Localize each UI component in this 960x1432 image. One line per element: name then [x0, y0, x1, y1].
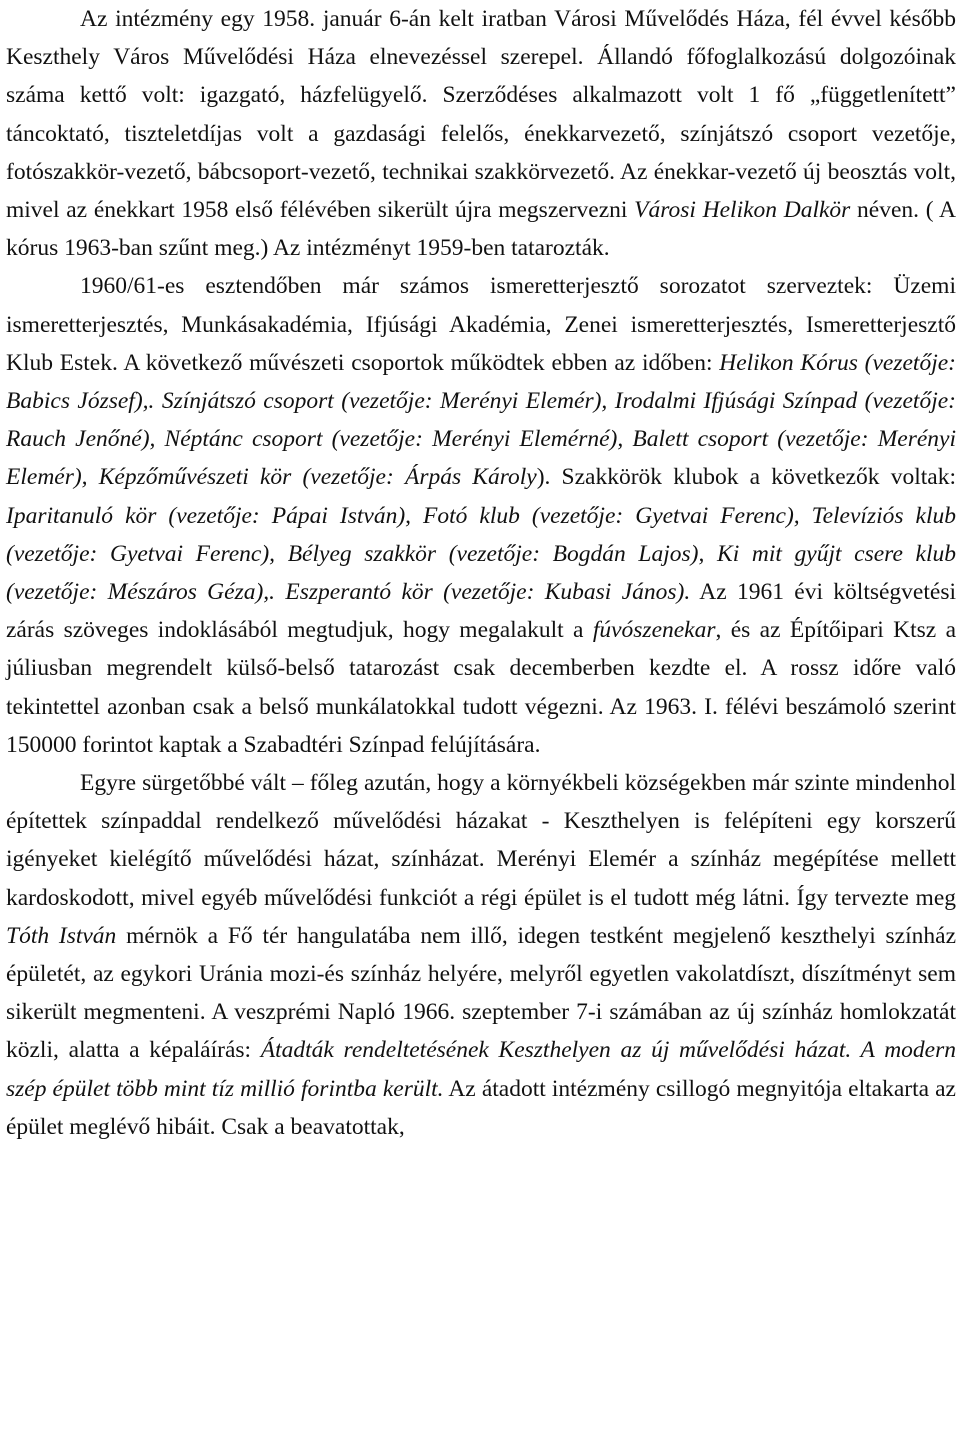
text-run-italic: Átadták rendeltetésének Keszthelyen az új művelődési házat. A modern szép épület több mint tíz millió forintba került.: [6, 1037, 956, 1102]
paragraph-2: [6, 267, 956, 764]
text-run: 1960/61-es esztendőben már számos ismeretterjesztő sorozatot szerveztek: Üzemi ismeretterjesztés, Munkásakadémia, Ifjúsági Akadémia, Zenei ismeretterjesztés, Ismeretterjesztő Klub Estek. A következő művészeti csoportok működtek ebben az időben:: [6, 273, 956, 376]
text-run: ). Szakkörök klubok a következők voltak:: [536, 464, 956, 491]
text-run-italic: fúvószenekar: [592, 617, 716, 644]
text-run-italic: Városi Helikon Dalkör: [634, 197, 851, 224]
text-run: néven. ( A kórus 1963-ban szűnt meg.) Az intézményt 1959-ben tatarozták.: [6, 197, 956, 262]
text-run: Egyre sürgetőbbé vált – főleg azután, hogy a környékbeli községekben már szinte mindenhol építettek színpaddal rendelkező művelődési házakat - Keszthelyen is felépíteni egy korszerű igényeket kielégítő művelődési házat, színházat. Merényi Elemér a színház megépítése mellett kardoskodott, mivel egyéb művelődési funkciót a régi épület is el tudott még látni. Így tervezte meg: [6, 770, 956, 911]
text-run: Az 1961 évi költségvetési zárás szöveges indoklásából megtudjuk, hogy megalakult a: [6, 579, 956, 644]
text-run: Az átadott intézmény csillogó megnyitója eltakarta az épület meglévő hibáit. Csak a beavatottak,: [6, 1075, 956, 1140]
text-run-italic: Tóth István: [6, 922, 117, 949]
text-run: , és az Építőipari Ktsz a júliusban megrendelt külső-belső tatarozást csak decemberben kezdte el. A rossz időre való tekintettel azonban csak a belső munkálatokkal tudott végezni. Az 1963. I. félévi beszámoló szerint 150000 forintot kaptak a Szabadtéri Színpad felújítására.: [6, 617, 957, 758]
text-run-italic: Iparitanuló kör (vezetője: Pápai István), Fotó klub (vezetője: Gyetvai Ferenc), Televíziós klub (vezetője: Gyetvai Ferenc), Bélyeg szakkör (vezetője: Bogdán Lajos), Ki mit gyűjt csere klub (vezetője: Mészáros Géza),. Eszperantó kör (vezetője: Kubasi János).: [6, 502, 956, 606]
text-run: mérnök a Fő tér hangulatába nem illő, idegen testként megjelenő keszthelyi színház épületét, az egykori Uránia mozi-és színház helyére, melyről egyetlen vakolatdíszt, díszítményt sem sikerült megmenteni. A veszprémi Napló 1966. szeptember 7-i számában az új színház homlokzatát közli, alatta a képaláírás:: [6, 922, 957, 1064]
paragraph-1: [6, 0, 956, 267]
text-run: Az intézmény egy 1958. január 6-án kelt iratban Városi Művelődés Háza, fél évvel később Keszthely Város Művelődési Háza elnevezéssel szerepel. Állandó főfoglalkozású dolgozóinak száma kettő volt: igazgató, házfelügyelő. Szerződéses alkalmazott volt 1 fő „függetlenített” táncoktató, tiszteletdíjas volt a gazdasági felelős, énekkarvezető, színjátszó csoport vezetője, fotószakkör-vezető, bábcsoport-vezető, technikai szakkörvezető. Az énekkar-vezető új beosztás volt, mivel az énekkart 1958 első félévében sikerült újra megszervezni: [6, 6, 956, 224]
paragraph-3: [6, 764, 956, 1146]
text-run-italic: Helikon Kórus (vezetője: Babics József),. Színjátszó csoport (vezetője: Merényi Elemér), Irodalmi Ifjúsági Színpad (vezetője: Rauch Jenőné), Néptánc csoport (vezetője: Merényi Elemérné), Balett csoport (vezetője: Merényi Elemér), Képzőművészeti kör (vezetője: Árpás Károly: [6, 349, 956, 491]
